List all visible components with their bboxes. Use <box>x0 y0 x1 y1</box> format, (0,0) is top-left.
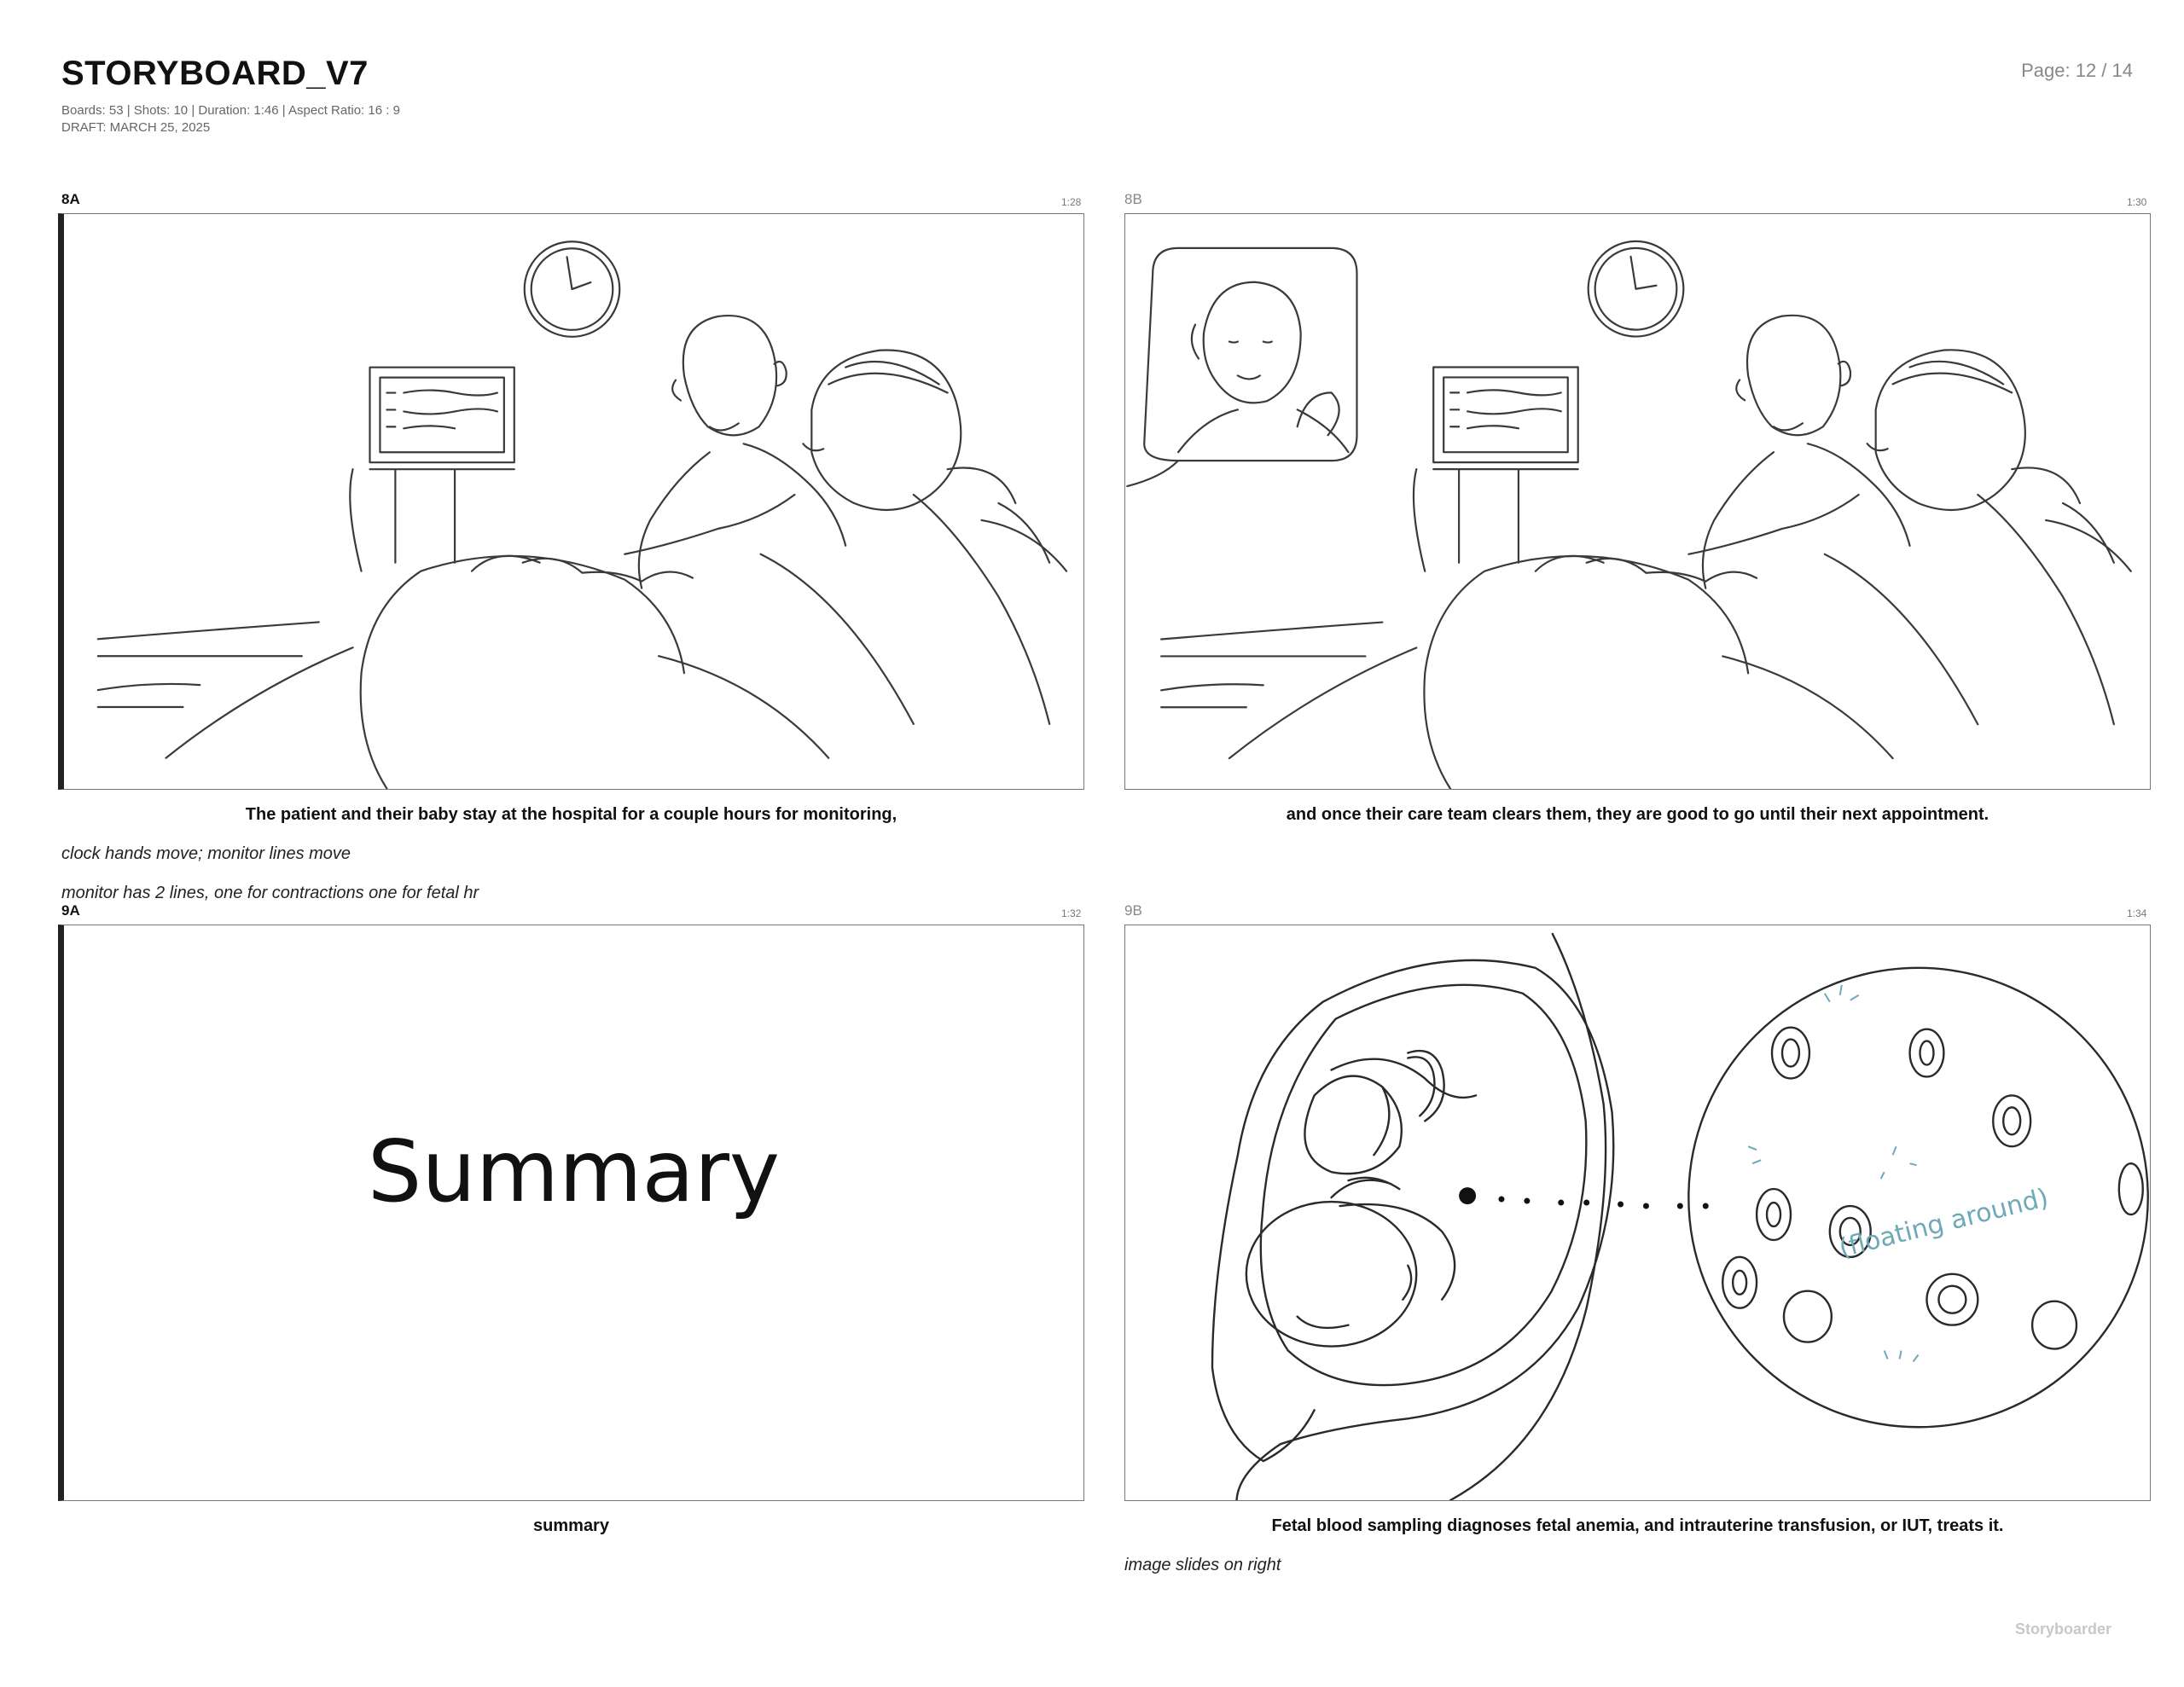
hospital-scene-sketch <box>64 214 1083 789</box>
draft-line: DRAFT: MARCH 25, 2025 <box>61 120 211 135</box>
board-time-9a: 1:32 <box>1061 907 1082 919</box>
floating-around-annotation: (floating around) <box>1836 1182 2052 1264</box>
page-number: Page: 12 / 14 <box>2021 60 2133 81</box>
shot-label-8a: 8A <box>61 191 80 207</box>
board-caption-8a: The patient and their baby stay at the hospital for a couple hours for monitoring, <box>245 805 897 824</box>
board-note-8a-2: monitor has 2 lines, one for contractions one for fetal hr <box>61 884 479 902</box>
board-frame-9a[interactable] <box>58 925 1084 1501</box>
board-note-9b-1: image slides on right <box>1124 1556 1281 1574</box>
board-time-8b: 1:30 <box>2127 196 2147 208</box>
board-frame-9b[interactable] <box>1124 925 2151 1501</box>
document-meta <box>61 102 400 136</box>
fetal-blood-sampling-sketch <box>1125 925 2150 1500</box>
board-time-8a: 1:28 <box>1061 196 1082 208</box>
board-time-9b: 1:34 <box>2127 907 2147 919</box>
shot-label-9b: 9B <box>1124 902 1142 919</box>
summary-title: Summary <box>367 1122 781 1221</box>
storyboarder-brand: Storyboarder <box>2014 1620 2111 1638</box>
meta-line: Boards: 53 | Shots: 10 | Duration: 1:46 | Aspect Ratio: 16 : 9 <box>61 103 400 118</box>
board-caption-9a: summary <box>533 1516 609 1535</box>
board-note-8a-1: clock hands move; monitor lines move <box>61 844 351 863</box>
document-title: STORYBOARD_V7 <box>61 55 369 92</box>
board-frame-8b[interactable] <box>1124 213 2151 790</box>
shot-label-8b: 8B <box>1124 191 1142 207</box>
hospital-scene-video-call-sketch <box>1125 214 2150 789</box>
board-caption-9b: Fetal blood sampling diagnoses fetal anemia, and intrauterine transfusion, or IUT, treats it. <box>1271 1516 2004 1535</box>
board-caption-8b: and once their care team clears them, they are good to go until their next appointment. <box>1286 805 1989 824</box>
board-frame-8a[interactable] <box>58 213 1084 790</box>
shot-label-9a: 9A <box>61 902 80 919</box>
